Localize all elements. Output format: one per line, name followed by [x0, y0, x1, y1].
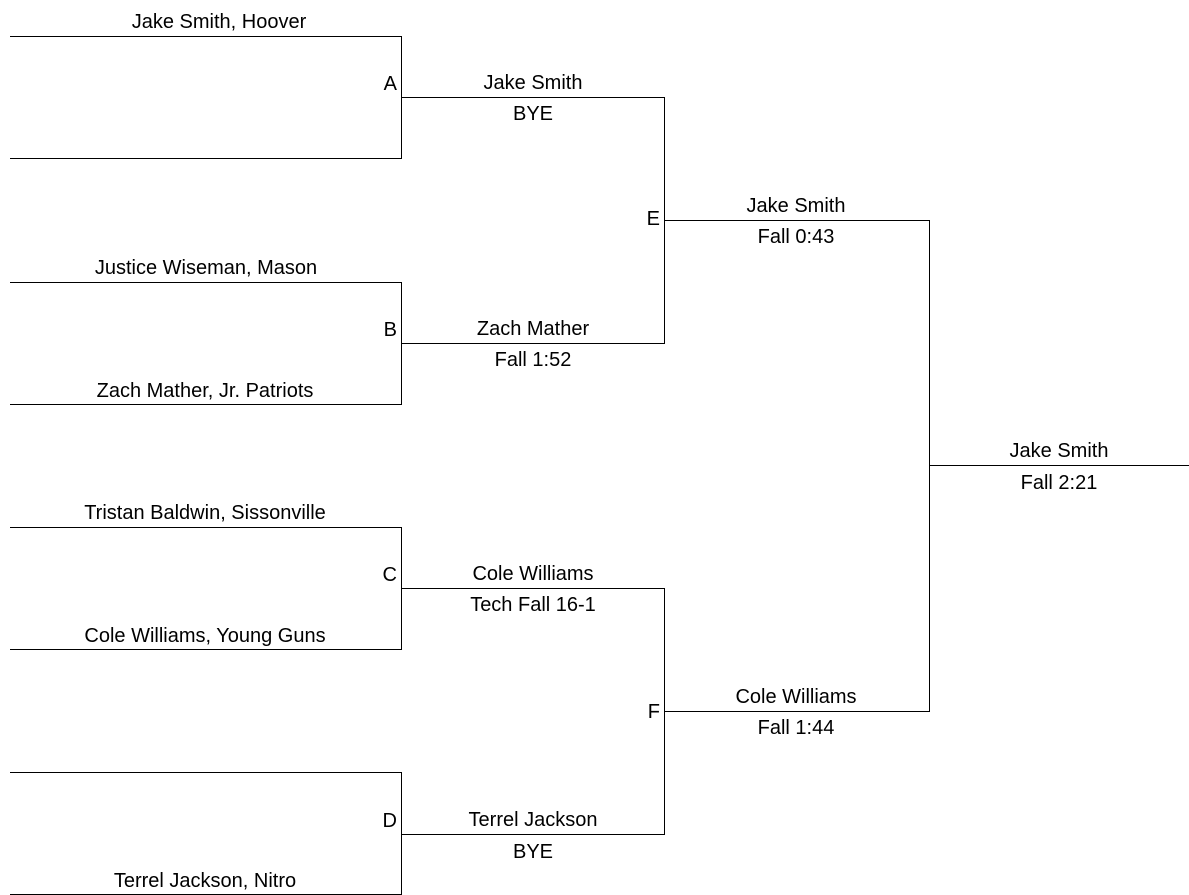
slot-line-a-bottom: [10, 158, 402, 159]
competitor-b-bottom: Zach Mather, Jr. Patriots: [96, 380, 314, 402]
winner-bout-e: Jake Smith: [746, 195, 846, 217]
result-bout-d: BYE: [512, 841, 554, 863]
slot-line-round2-c: [401, 588, 665, 589]
winner-bout-f: Cole Williams: [735, 686, 857, 708]
winner-bout-c: Cole Williams: [472, 563, 594, 585]
bout-label-d: D: [382, 810, 397, 832]
winner-bout-a: Jake Smith: [483, 72, 583, 94]
competitor-c-top: Tristan Baldwin, Sissonville: [84, 502, 326, 524]
bout-label-e: E: [646, 208, 660, 230]
slot-line-round3-e: [664, 220, 930, 221]
slot-line-round2-d: [401, 834, 665, 835]
slot-line-round3-f: [664, 711, 930, 712]
result-bout-a: BYE: [512, 103, 554, 125]
slot-line-c-top: [10, 527, 402, 528]
result-bout-e: Fall 0:43: [757, 226, 835, 248]
bout-label-c: C: [382, 564, 397, 586]
winner-bout-d: Terrel Jackson: [468, 809, 598, 831]
result-bout-c: Tech Fall 16-1: [470, 594, 596, 616]
slot-line-b-bottom: [10, 404, 402, 405]
result-bout-b: Fall 1:52: [494, 349, 572, 371]
result-bout-f: Fall 1:44: [757, 717, 835, 739]
slot-line-round2-b: [401, 343, 665, 344]
slot-line-round2-a: [401, 97, 665, 98]
competitor-c-bottom: Cole Williams, Young Guns: [84, 625, 326, 647]
bout-label-f: F: [647, 701, 660, 723]
bout-label-b: B: [383, 319, 397, 341]
champion-name: Jake Smith: [1009, 440, 1109, 462]
competitor-d-bottom: Terrel Jackson, Nitro: [113, 870, 297, 892]
slot-line-a-top: [10, 36, 402, 37]
competitor-b-top: Justice Wiseman, Mason: [94, 257, 318, 279]
competitor-a-top: Jake Smith, Hoover: [131, 11, 307, 33]
slot-line-b-top: [10, 282, 402, 283]
bout-label-a: A: [383, 73, 397, 95]
slot-line-champion: [929, 465, 1189, 466]
bracket-connector-final: [929, 220, 930, 712]
slot-line-d-top: [10, 772, 402, 773]
winner-bout-b: Zach Mather: [476, 318, 590, 340]
slot-line-c-bottom: [10, 649, 402, 650]
champion-result: Fall 2:21: [1020, 472, 1098, 494]
